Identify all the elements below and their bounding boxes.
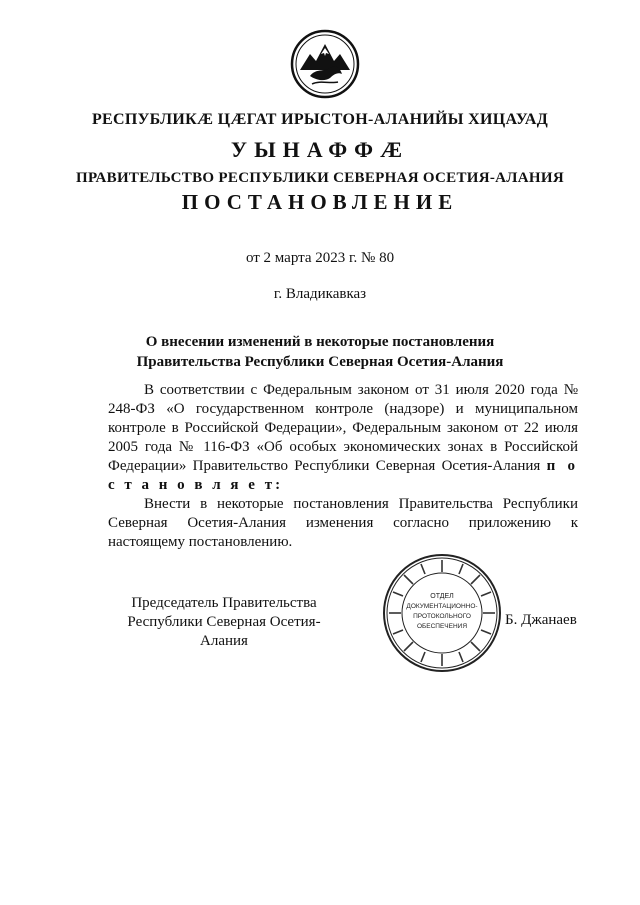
- signatory-position: [108, 594, 340, 651]
- official-stamp-seal: [381, 552, 503, 674]
- stamp-text: ПРОТОКОЛЬНОГО: [413, 613, 471, 620]
- resolves-word: п о с т а н о в л я е т:: [108, 458, 578, 493]
- operative-paragraph: Внести в некоторые постановления Правительства Республики Северная Осетия-Алания изменения согласно приложению к настоящему постановлению.: [108, 496, 578, 550]
- stamp-text: ОБЕСПЕЧЕНИЯ: [416, 623, 468, 630]
- ossetian-decree-heading: УЫНАФФÆ: [230, 137, 410, 162]
- stamp-text: ОТДЕЛ: [430, 593, 454, 600]
- russian-government-title: ПРАВИТЕЛЬСТВО РЕСПУБЛИКИ СЕВЕРНАЯ ОСЕТИЯ-АЛАНИЯ: [76, 170, 564, 186]
- signatory-position-line: Председатель Правительства: [131, 595, 317, 611]
- decree-body: [108, 381, 578, 552]
- decree-title: [0, 332, 640, 372]
- decree-title-line: О внесении изменений в некоторые постановления: [145, 334, 495, 350]
- ossetian-government-title: РЕСПУБЛИКÆ ЦÆГАТ ИРЫСТОН-АЛАНИЙЫ ХИЦАУАД: [91, 111, 549, 128]
- coat-of-arms-emblem: [290, 28, 360, 100]
- decree-date-number: от 2 марта 2023 г. № 80: [245, 250, 395, 266]
- signatory-position-line: Республики Северная Осетия-Алания: [127, 614, 321, 649]
- signatory-name: Б. Джанаев: [505, 612, 577, 628]
- decree-city: г. Владикавказ: [273, 286, 367, 302]
- preamble-paragraph: [108, 381, 578, 495]
- stamp-text: ДОКУМЕНТАЦИОННО-: [406, 603, 478, 610]
- russian-decree-heading: ПОСТАНОВЛЕНИЕ: [181, 190, 459, 214]
- decree-title-line: Правительства Республики Северная Осетия-Алания: [136, 354, 504, 370]
- preamble-text: В соответствии с Федеральным законом от 31 июля 2020 года № 248-ФЗ «О государственном контроле (надзоре) и муниципальном контроле в Российской Федерации», Федеральным законом от 22 июля 2005 года № 116-ФЗ «Об особых экономических зонах в Российской Федерации» Правительство Республики Северная Осетия-Алания: [108, 382, 578, 474]
